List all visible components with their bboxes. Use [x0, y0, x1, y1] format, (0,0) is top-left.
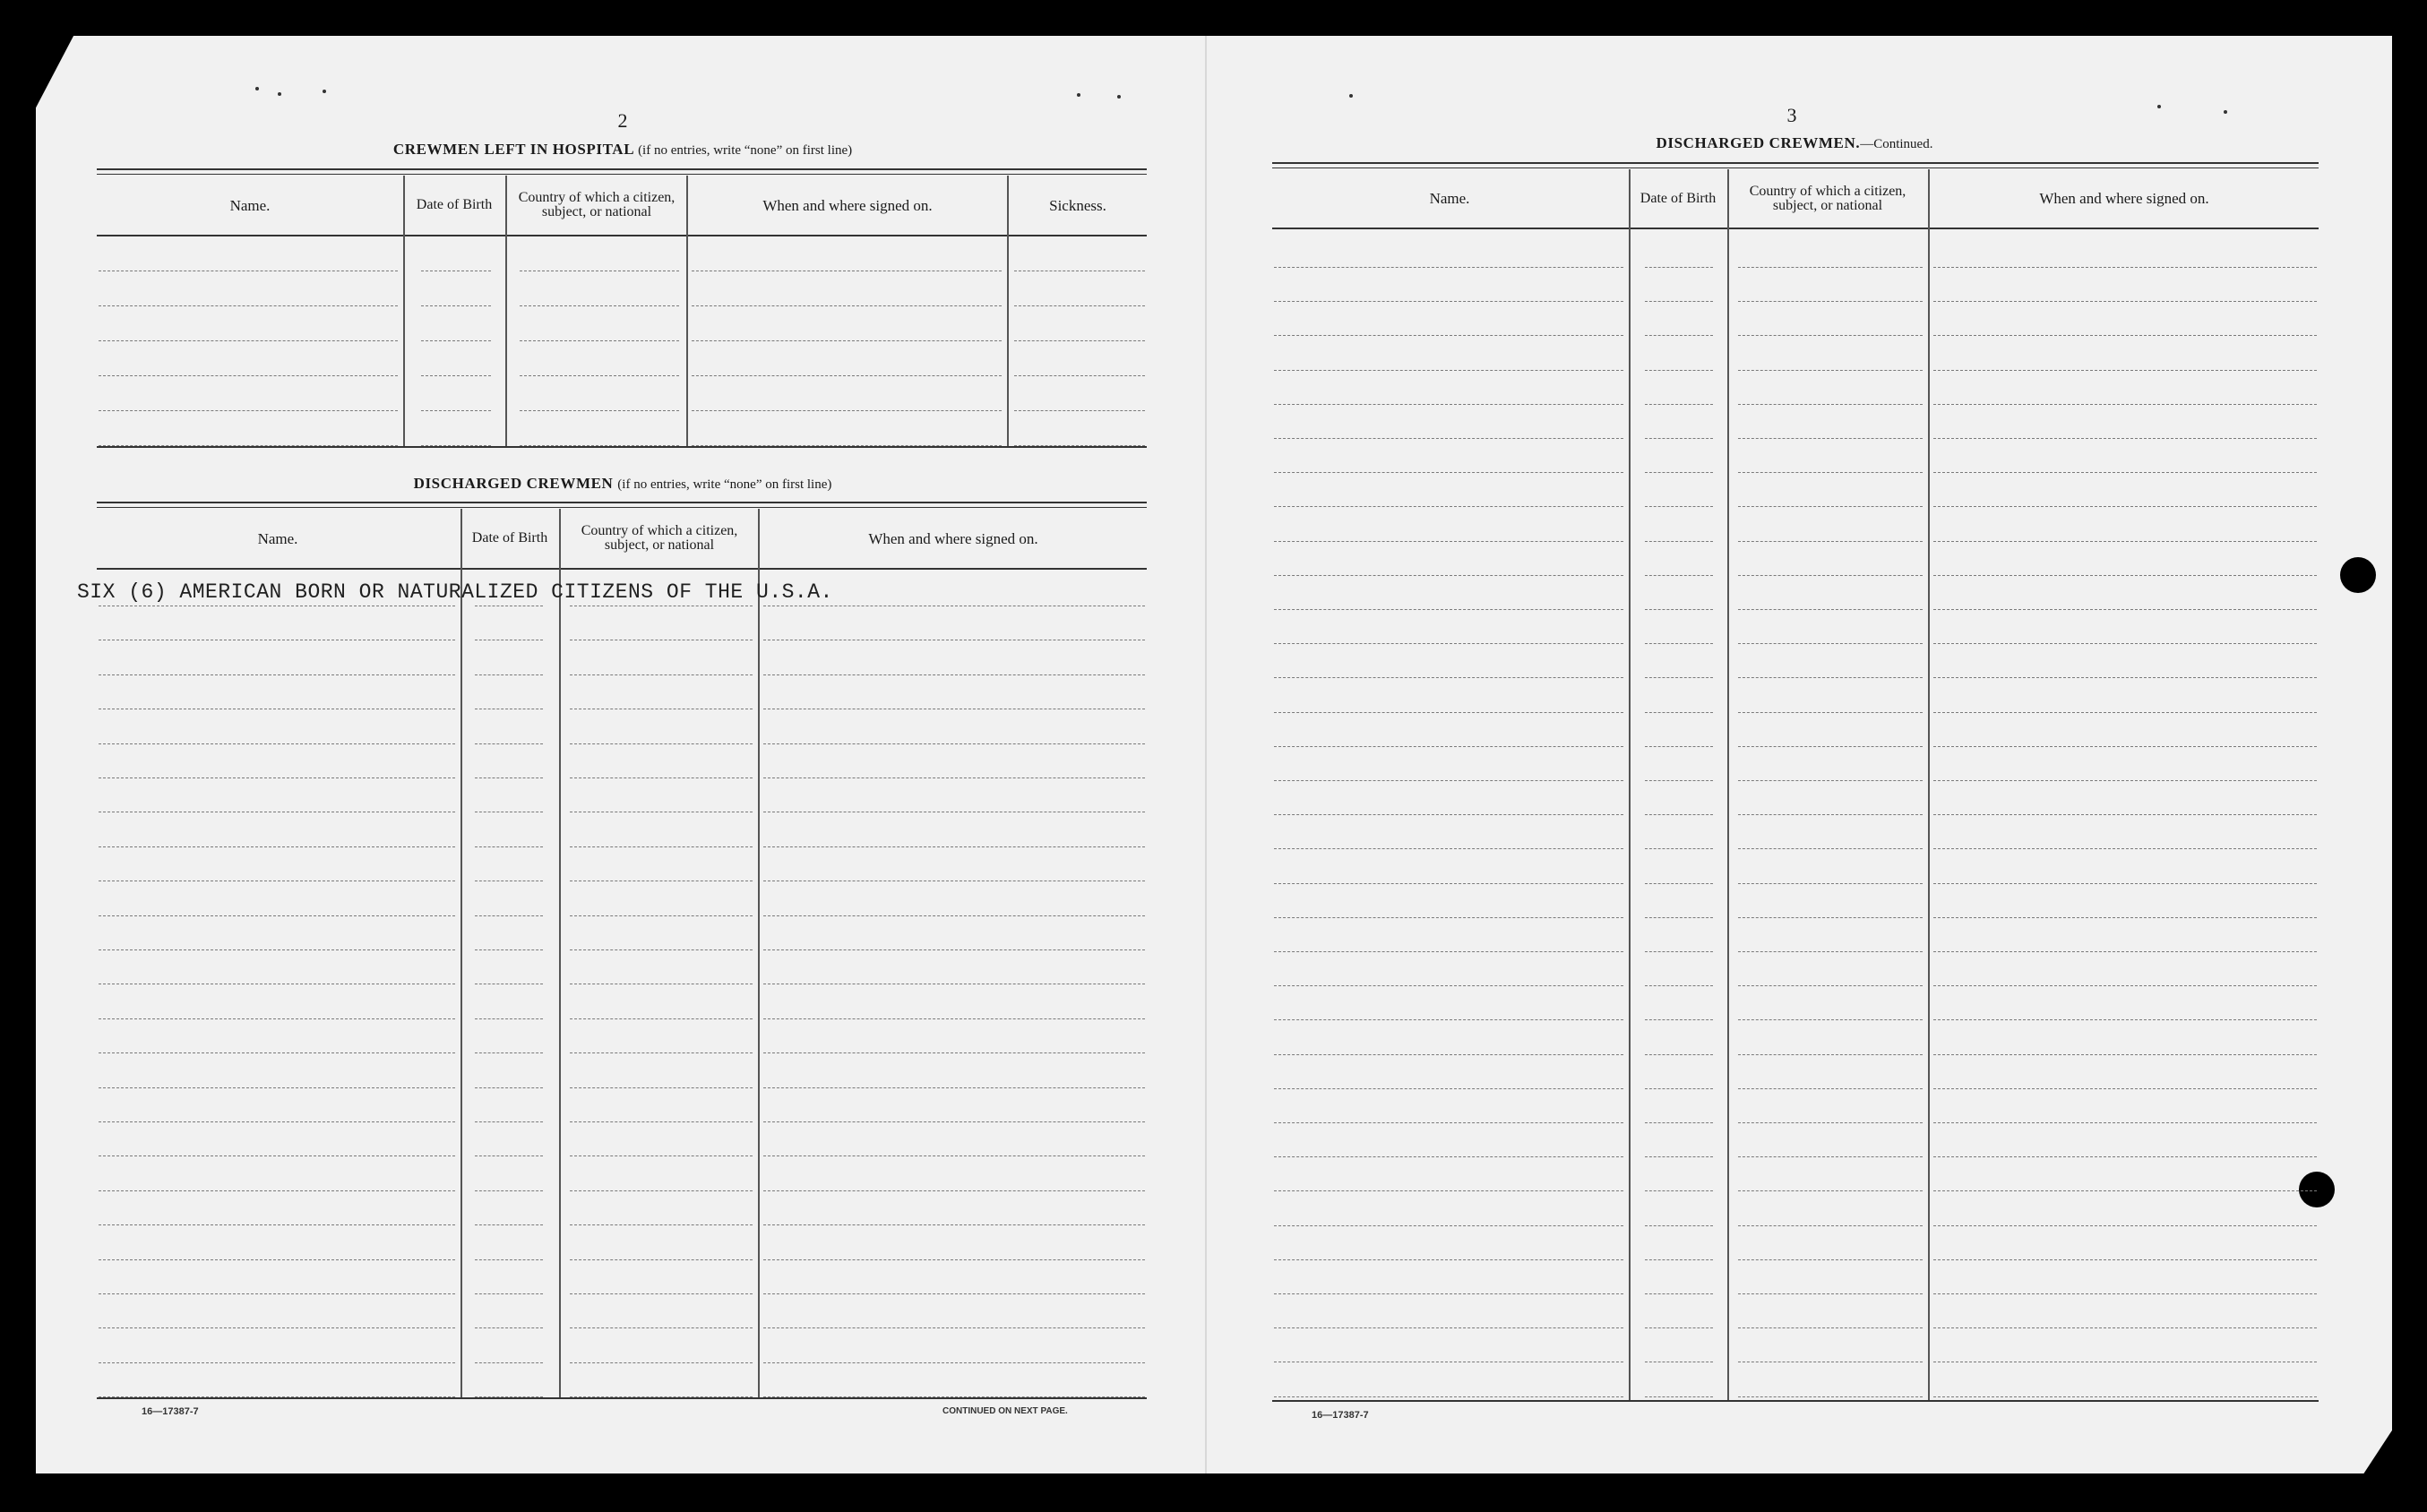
hospital-title: CREWMEN LEFT IN HOSPITAL [392, 141, 634, 158]
col-header-dob: Date of Birth [1640, 190, 1717, 206]
section-title-discharged-continued [1272, 134, 2317, 152]
entry-line [1738, 985, 1923, 986]
entry-line [570, 1190, 753, 1191]
entry-line [692, 410, 1002, 411]
entry-line [421, 305, 491, 306]
entry-line [1645, 951, 1713, 952]
entry-line [475, 1327, 543, 1328]
entry-line [1274, 917, 1623, 918]
entry-line [99, 1052, 455, 1053]
discharged-continued-label: —Continued. [1860, 137, 1933, 151]
entry-line [1933, 883, 2317, 884]
entry-line [1645, 609, 1713, 610]
entry-line [1645, 746, 1713, 747]
col-header-signed: When and where signed on. [868, 529, 1038, 547]
entry-line [1645, 472, 1713, 473]
col-divider [758, 509, 760, 1397]
entry-line [1274, 335, 1623, 336]
col-header-sickness: Sickness. [1049, 196, 1106, 214]
entry-line [1738, 1225, 1923, 1226]
entry-line [99, 949, 455, 950]
entry-line [1274, 712, 1623, 713]
entry-line [1274, 1190, 1623, 1191]
col-header-signed: When and where signed on. [762, 196, 933, 214]
entry-line [1933, 848, 2317, 849]
continued-label: CONTINUED ON NEXT PAGE. [942, 1406, 1068, 1416]
entry-line [1933, 746, 2317, 747]
entry-line [1738, 1156, 1923, 1157]
hospital-top-rule-2 [97, 174, 1147, 175]
entry-line [1274, 951, 1623, 952]
entry-line [1645, 1019, 1713, 1020]
entry-line [475, 846, 543, 847]
entry-line [1645, 575, 1713, 576]
entry-line [1645, 335, 1713, 336]
entry-line [1933, 780, 2317, 781]
col-header-name: Name. [229, 196, 271, 214]
entry-line [1645, 1293, 1713, 1294]
entry-line [475, 743, 543, 744]
entry-line [1274, 438, 1623, 439]
entry-line [1933, 438, 2317, 439]
discharged-top-rule-2 [97, 507, 1147, 508]
form-number: 16—17387-7 [1312, 1410, 1369, 1421]
col-divider [1629, 169, 1631, 1400]
entry-line [1274, 746, 1623, 747]
entry-line [1274, 883, 1623, 884]
entry-line [1933, 1190, 2317, 1191]
entry-line [1738, 1122, 1923, 1123]
entry-line [1274, 1396, 1623, 1397]
entry-line [1645, 1225, 1713, 1226]
entry-line [1933, 1259, 2317, 1260]
entry-line [1274, 1327, 1623, 1328]
entry-line [1014, 410, 1145, 411]
entry-line [1738, 404, 1923, 405]
entry-line [763, 846, 1145, 847]
entry-line [1738, 301, 1923, 302]
entry-line [421, 375, 491, 376]
entry-line [1738, 370, 1923, 371]
entry-line [763, 674, 1145, 675]
entry-line [570, 1259, 753, 1260]
entry-line [1645, 917, 1713, 918]
entry-line [1274, 541, 1623, 542]
entry-line [1933, 1293, 2317, 1294]
entry-line [1933, 985, 2317, 986]
entry-line [1274, 1122, 1623, 1123]
entry-line [99, 1121, 455, 1122]
entry-line [1738, 780, 1923, 781]
entry-line [763, 777, 1145, 778]
entry-line [99, 1155, 455, 1156]
entry-line [1274, 780, 1623, 781]
entry-line [763, 743, 1145, 744]
entry-line [1274, 1156, 1623, 1157]
entry-line [570, 1087, 753, 1088]
entry-line [99, 674, 455, 675]
entry-line [475, 1259, 543, 1260]
entry-line [475, 1224, 543, 1225]
entry-line [475, 1293, 543, 1294]
speck [278, 92, 281, 96]
entry-line [1933, 609, 2317, 610]
entry-line [1933, 917, 2317, 918]
page-fold [1205, 36, 1207, 1473]
entry-line [1645, 883, 1713, 884]
entry-line [570, 674, 753, 675]
entry-line [1645, 1122, 1713, 1123]
entry-line [570, 777, 753, 778]
punch-hole-bottom [2299, 1172, 2335, 1207]
entry-line [520, 340, 679, 341]
entry-line [1274, 814, 1623, 815]
section-title-discharged [99, 475, 1147, 493]
entry-line [763, 915, 1145, 916]
entry-line [421, 340, 491, 341]
speck [2157, 105, 2161, 108]
entry-line [1738, 267, 1923, 268]
col-divider [1928, 169, 1930, 1400]
entry-line [1274, 1225, 1623, 1226]
entry-line [1738, 1190, 1923, 1191]
entry-line [1014, 375, 1145, 376]
entry-line [1933, 1327, 2317, 1328]
entry-line [1933, 677, 2317, 678]
col-divider [1727, 169, 1729, 1400]
entry-line [1645, 1327, 1713, 1328]
entry-line [1274, 985, 1623, 986]
entry-line [763, 1190, 1145, 1191]
col-divider [1007, 176, 1009, 446]
discharged-continued-title: DISCHARGED CREWMEN. [1656, 134, 1861, 151]
entry-line [570, 1018, 753, 1019]
entry-line [1933, 1088, 2317, 1089]
page-number: 3 [1786, 104, 1797, 126]
entry-line [99, 1293, 455, 1294]
entry-line [1738, 575, 1923, 576]
entry-line [99, 375, 398, 376]
entry-line [1645, 985, 1713, 986]
entry-line [1274, 643, 1623, 644]
col-header-country: Country of which a citizen, subject, or national [1749, 183, 1906, 213]
entry-line [1933, 506, 2317, 507]
entry-line [1645, 643, 1713, 644]
entry-line [1738, 1088, 1923, 1089]
col-divider [505, 176, 507, 446]
entry-line [1738, 1396, 1923, 1397]
entry-line [520, 410, 679, 411]
entry-line [1933, 951, 2317, 952]
entry-line [1645, 541, 1713, 542]
entry-line [475, 1121, 543, 1122]
entry-line [763, 1224, 1145, 1225]
col-header-name: Name. [257, 529, 298, 547]
entry-line [1933, 814, 2317, 815]
entry-line [570, 1121, 753, 1122]
entry-line [99, 1327, 455, 1328]
punch-hole-top [2340, 557, 2376, 593]
entry-line [1645, 1156, 1713, 1157]
hospital-note: (if no entries, write “none” on first line) [638, 143, 853, 158]
right-header-rule [1272, 228, 2319, 229]
entry-line [475, 1190, 543, 1191]
entry-line [1933, 1054, 2317, 1055]
hospital-bottom-rule [97, 446, 1147, 448]
entry-line [1738, 746, 1923, 747]
entry-line [763, 1155, 1145, 1156]
entry-line [1645, 814, 1713, 815]
entry-line [570, 846, 753, 847]
typed-entry: SIX (6) AMERICAN BORN OR NATURALIZED CITIZENS OF THE U.S.A. [77, 580, 833, 604]
col-divider [460, 509, 462, 1397]
speck [323, 90, 326, 93]
entry-line [1738, 883, 1923, 884]
right-bottom-rule [1272, 1400, 2319, 1402]
entry-line [1274, 1054, 1623, 1055]
entry-line [1274, 575, 1623, 576]
entry-line [1738, 438, 1923, 439]
entry-line [1738, 1054, 1923, 1055]
entry-line [1738, 951, 1923, 952]
entry-line [99, 915, 455, 916]
entry-line [1645, 267, 1713, 268]
col-divider [559, 509, 561, 1397]
entry-line [1645, 438, 1713, 439]
section-title-hospital [99, 141, 1147, 159]
entry-line [1738, 712, 1923, 713]
entry-line [763, 1052, 1145, 1053]
entry-line [763, 1327, 1145, 1328]
entry-line [1645, 1088, 1713, 1089]
entry-line [1274, 267, 1623, 268]
hospital-header-rule [97, 235, 1147, 236]
entry-line [1738, 1019, 1923, 1020]
entry-line [763, 1362, 1145, 1363]
entry-line [475, 915, 543, 916]
entry-line [1274, 1259, 1623, 1260]
entry-line [99, 1362, 455, 1363]
entry-line [475, 1087, 543, 1088]
entry-line [1738, 541, 1923, 542]
entry-line [1645, 848, 1713, 849]
entry-line [475, 1362, 543, 1363]
speck [1117, 95, 1121, 99]
entry-line [1738, 609, 1923, 610]
entry-line [692, 375, 1002, 376]
speck [1077, 93, 1080, 97]
entry-line [1933, 301, 2317, 302]
entry-line [475, 1018, 543, 1019]
entry-line [99, 305, 398, 306]
entry-line [1738, 643, 1923, 644]
entry-line [99, 1018, 455, 1019]
speck [255, 87, 259, 90]
entry-line [1274, 1293, 1623, 1294]
entry-line [1274, 506, 1623, 507]
entry-line [1933, 1122, 2317, 1123]
entry-line [1933, 267, 2317, 268]
col-divider [403, 176, 405, 446]
entry-line [1738, 677, 1923, 678]
paper-sheet [36, 36, 2392, 1473]
entry-line [520, 375, 679, 376]
col-header-country: Country of which a citizen, subject, or national [581, 523, 738, 553]
col-header-signed: When and where signed on. [2039, 190, 2209, 207]
entry-line [1274, 609, 1623, 610]
entry-line [763, 1087, 1145, 1088]
entry-line [1738, 472, 1923, 473]
entry-line [1645, 370, 1713, 371]
entry-line [763, 949, 1145, 950]
entry-line [1933, 404, 2317, 405]
entry-line [475, 674, 543, 675]
entry-line [475, 777, 543, 778]
entry-line [1645, 677, 1713, 678]
entry-line [763, 1018, 1145, 1019]
entry-line [99, 1224, 455, 1225]
page-number: 2 [617, 109, 628, 132]
entry-line [99, 846, 455, 847]
col-divider [686, 176, 688, 446]
right-top-rule [1272, 162, 2319, 164]
entry-line [570, 915, 753, 916]
entry-line [1274, 1088, 1623, 1089]
entry-line [1645, 1190, 1713, 1191]
entry-line [99, 1087, 455, 1088]
entry-line [1933, 370, 2317, 371]
entry-line [570, 1224, 753, 1225]
entry-line [1274, 848, 1623, 849]
speck [2224, 110, 2227, 114]
entry-line [1738, 917, 1923, 918]
entry-line [1645, 1259, 1713, 1260]
entry-line [570, 949, 753, 950]
entry-line [692, 340, 1002, 341]
entry-line [99, 1259, 455, 1260]
entry-line [1738, 814, 1923, 815]
entry-line [421, 410, 491, 411]
entry-line [1933, 1396, 2317, 1397]
entry-line [1645, 780, 1713, 781]
discharged-top-rule [97, 502, 1147, 503]
discharged-note: (if no entries, write “none” on first line) [617, 477, 832, 492]
entry-line [570, 1362, 753, 1363]
entry-line [570, 1052, 753, 1053]
entry-line [1645, 1054, 1713, 1055]
hospital-top-rule [97, 168, 1147, 170]
entry-line [1738, 1327, 1923, 1328]
entry-line [475, 949, 543, 950]
form-number: 16—17387-7 [142, 1406, 199, 1417]
entry-line [99, 777, 455, 778]
entry-line [570, 743, 753, 744]
entry-line [1738, 1293, 1923, 1294]
col-header-dob: Date of Birth [471, 530, 548, 546]
entry-line [99, 410, 398, 411]
entry-line [1274, 1019, 1623, 1020]
entry-line [1645, 506, 1713, 507]
entry-line [1933, 541, 2317, 542]
entry-line [1933, 1156, 2317, 1157]
entry-line [475, 1155, 543, 1156]
col-header-country: Country of which a citizen, subject, or national [518, 190, 676, 219]
entry-line [1274, 472, 1623, 473]
entry-line [520, 305, 679, 306]
entry-line [475, 1052, 543, 1053]
entry-line [692, 305, 1002, 306]
speck [1349, 94, 1353, 98]
entry-line [1933, 575, 2317, 576]
entry-line [1645, 1396, 1713, 1397]
entry-line [1933, 335, 2317, 336]
entry-line [99, 1190, 455, 1191]
entry-line [1645, 301, 1713, 302]
entry-line [1933, 472, 2317, 473]
entry-line [570, 1293, 753, 1294]
entry-line [1738, 848, 1923, 849]
entry-line [1933, 643, 2317, 644]
discharged-title: DISCHARGED CREWMEN [413, 475, 614, 492]
entry-line [570, 1327, 753, 1328]
entry-line [1274, 301, 1623, 302]
discharged-bottom-rule [97, 1397, 1147, 1399]
entry-line [99, 743, 455, 744]
entry-line [1933, 712, 2317, 713]
entry-line [1933, 1019, 2317, 1020]
entry-line [1738, 335, 1923, 336]
entry-line [1274, 404, 1623, 405]
entry-line [1274, 677, 1623, 678]
col-header-dob: Date of Birth [416, 197, 493, 212]
entry-line [1738, 506, 1923, 507]
entry-line [1738, 1259, 1923, 1260]
entry-line [1274, 370, 1623, 371]
entry-line [763, 1293, 1145, 1294]
entry-line [1645, 712, 1713, 713]
entry-line [1645, 404, 1713, 405]
entry-line [1014, 340, 1145, 341]
col-header-name: Name. [1429, 190, 1470, 207]
entry-line [763, 1259, 1145, 1260]
entry-line [99, 340, 398, 341]
entry-line [763, 1121, 1145, 1122]
discharged-header-rule [97, 568, 1147, 570]
entry-line [1014, 305, 1145, 306]
entry-line [1933, 1225, 2317, 1226]
entry-line [570, 1155, 753, 1156]
